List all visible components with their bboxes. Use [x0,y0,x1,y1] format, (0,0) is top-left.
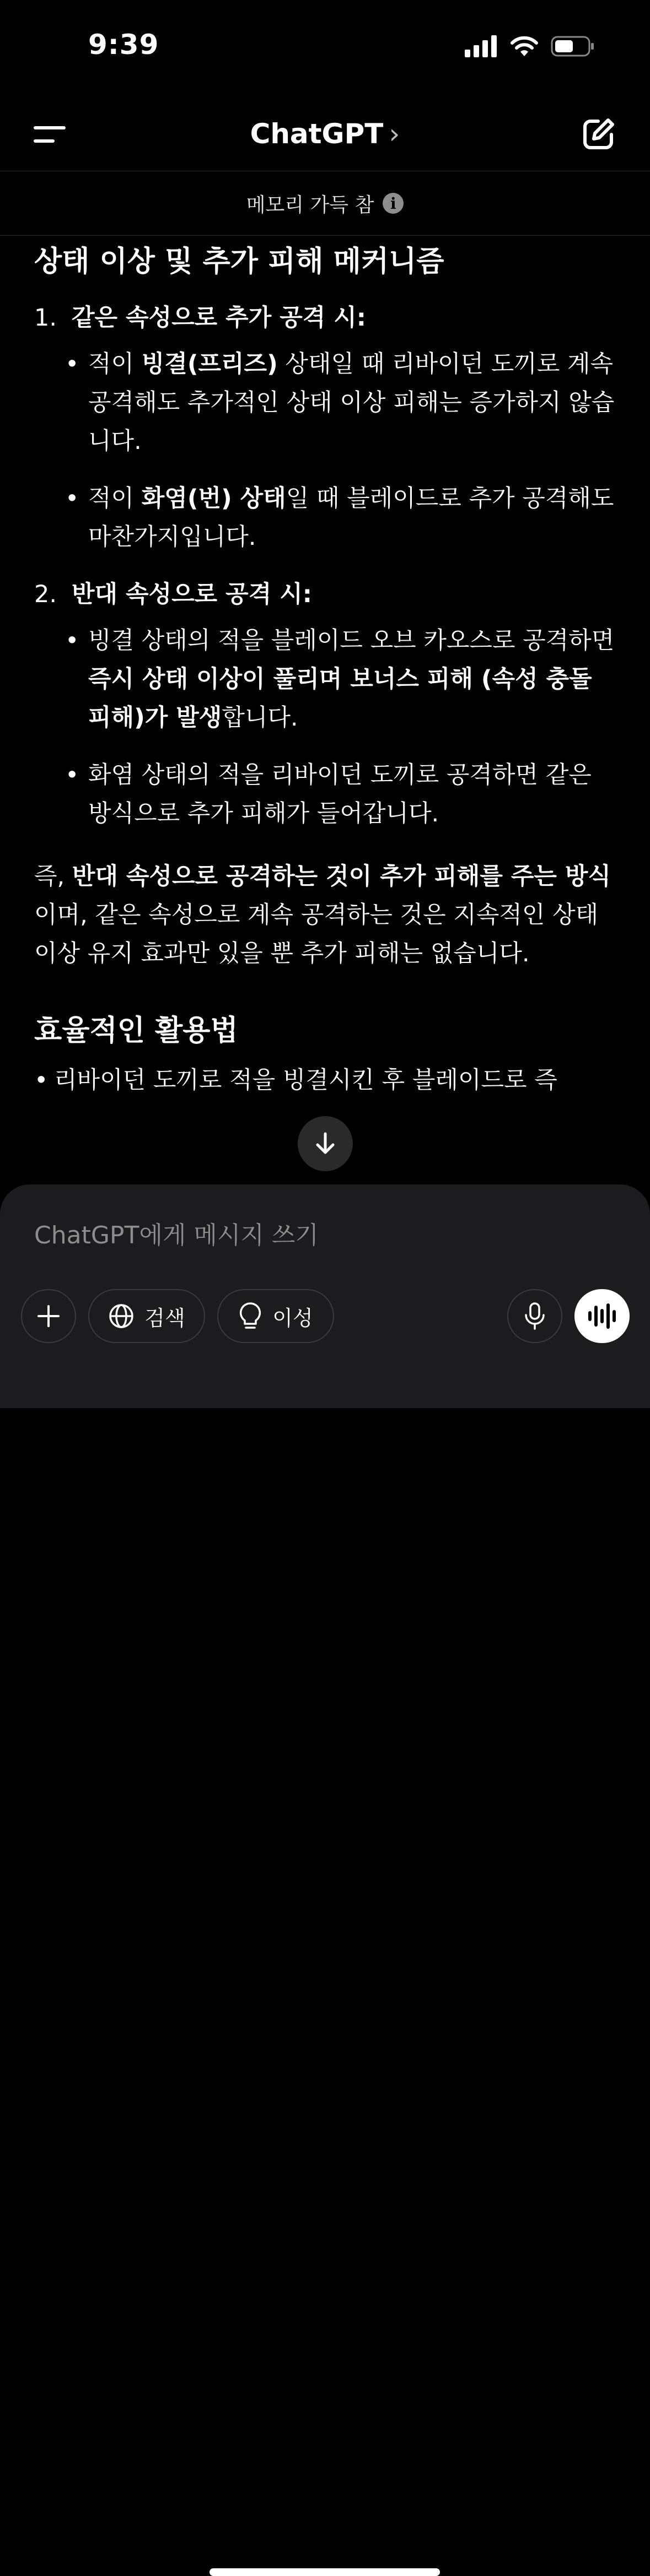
reason-label: 이성 [272,1306,313,1330]
bullet-list [34,345,619,556]
dictate-button[interactable] [507,1289,562,1343]
search-button[interactable] [88,1289,205,1343]
bold-run: 반대 속성으로 공격하는 것이 추가 피해를 주는 방식 [72,863,611,890]
item-title: 반대 속성으로 공격 시: [72,581,312,608]
text-run: 적이 [88,485,142,512]
info-icon[interactable]: i [383,193,404,214]
section-heading: 상태 이상 및 추가 피해 메커니즘 [34,245,444,278]
numbered-item-1 [34,299,619,337]
message-composer [0,1184,650,1408]
text-run: 빙결 상태의 적을 블레이드 오브 카오스로 공격하면 [88,627,615,654]
text-run: 적이 [88,350,142,378]
section-heading: 효율적인 활용법 [34,1014,238,1047]
battery-icon [551,35,595,57]
plus-icon [36,1304,61,1328]
item-number: 2. [34,581,57,608]
globe-icon [108,1303,135,1329]
memory-full-label: 메모리 가득 참 [246,193,374,217]
list-item [88,621,619,737]
bold-run: 빙결(프리즈) [141,350,278,378]
search-label: 검색 [144,1306,185,1330]
item-number: 1. [34,304,57,332]
text-run: 화염 상태의 적을 리바이던 도끼로 공격하면 같은 방식으로 추가 피해가 들어갑니다. [88,761,592,827]
list-item [88,479,619,556]
voice-mode-button[interactable] [574,1289,630,1343]
chevron-right-icon: › [389,118,400,150]
bullet-list [34,621,619,833]
model-selector[interactable] [0,118,650,150]
cellular-signal-icon [465,35,498,57]
nav-bar [0,99,650,171]
text-run: 합니다. [222,704,298,732]
list-item: • 리바이던 도끼로 적을 빙결시킨 후 블레이드로 즉 [34,1061,619,1100]
new-chat-icon[interactable] [582,117,616,151]
status-icons [465,35,595,57]
text-run: 이며, 같은 속성으로 계속 공격하는 것은 지속적인 상태 이상 유지 효과만 있을 뿐 추가 피해는 없습니다. [34,901,599,967]
model-title: ChatGPT [250,118,384,150]
assistant-message [34,237,619,1100]
scroll-to-bottom-button[interactable] [298,1116,353,1171]
memory-full-banner[interactable] [0,171,650,236]
message-input[interactable]: ChatGPT에게 메시지 쓰기 [34,1221,319,1249]
wifi-icon [510,35,539,57]
text-run: 일 때 블레이드로 추가 공격해도 마찬가지입니다. [88,485,614,551]
arrow-down-icon [313,1132,337,1156]
numbered-item-2 [34,575,619,614]
microphone-icon [524,1302,546,1330]
status-time: 9:39 [88,29,159,61]
attach-button[interactable] [21,1289,76,1343]
list-item [88,345,619,461]
bold-run: 화염(번) 상태 [141,485,286,512]
list-item [88,756,619,833]
waveform-icon [587,1303,617,1329]
summary-paragraph [34,857,619,973]
item-title: 같은 속성으로 추가 공격 시: [72,304,366,332]
text-run: 즉, [34,863,72,890]
text-run: 상태일 때 리바이던 도끼로 계속 공격해도 추가적인 상태 이상 피해는 증가하지 않습니다. [88,350,615,455]
lightbulb-icon [238,1302,262,1330]
status-bar [0,0,650,99]
home-indicator [209,2568,440,2576]
reason-button[interactable] [217,1289,334,1343]
bold-run: 즉시 상태 이상이 풀리며 보너스 피해 (속성 충돌 피해)가 발생 [88,665,592,732]
